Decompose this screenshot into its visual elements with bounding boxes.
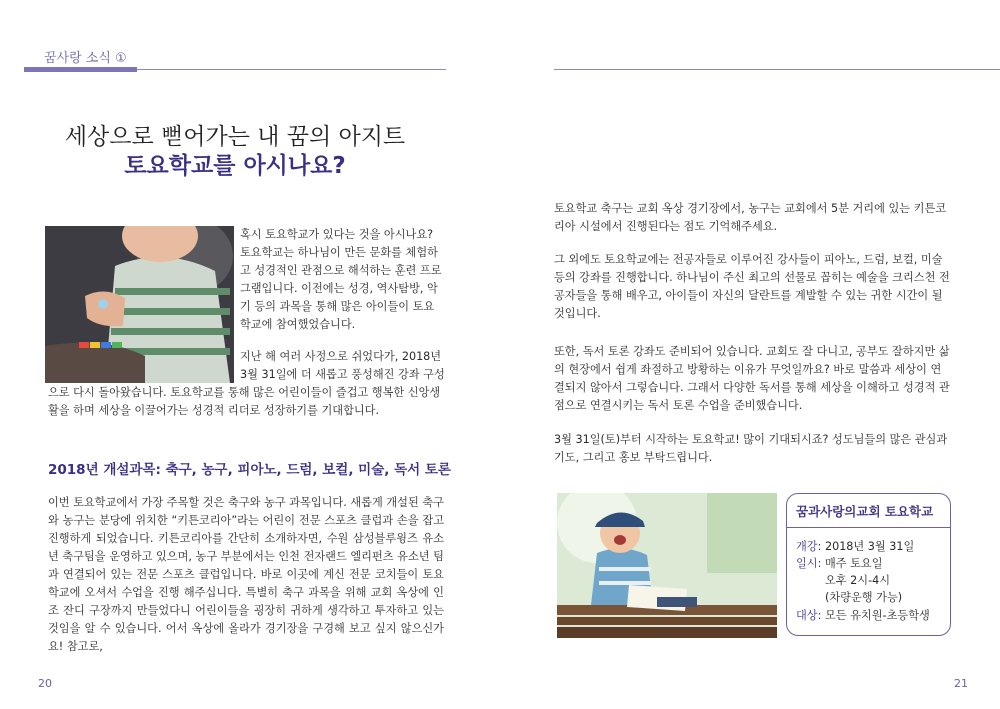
info-opening-label: 개강: <box>796 540 822 553</box>
info-time-value-1: 매주 토요일 <box>824 557 883 570</box>
boy-reading-photo <box>557 493 777 638</box>
info-time-label: 일시: <box>796 557 822 570</box>
info-target-label: 대상: <box>796 609 822 622</box>
history-paragraph-end: 으로 다시 돌아왔습니다. 토요학교를 통해 많은 어린이들이 즐겁고 행복한 신앙생활을 하며 세상을 이끌어가는 성경적 리더로 성장하기를 기대합니다. <box>48 386 441 417</box>
section-label: 꿈사랑 소식 ① <box>44 51 127 66</box>
title-line-1: 세상으로 뻗어가는 내 꿈의 아지트 <box>64 124 406 150</box>
venue-paragraph: 토요학교 축구는 교회 옥상 경기장에서, 농구는 교회에서 5분 거리에 있는 키튼코리아 시설에서 진행된다는 점도 기억해주세요. <box>554 202 947 233</box>
reading-paragraph: 또한, 독서 토론 강좌도 준비되어 있습니다. 교회도 잘 다니고, 공부도 잘하지만 삶의 현장에서 쉽게 좌절하고 방황하는 이유가 무엇일까요? 바로 말씀과 세상이 연결되지 않아서 그렇습니다. 그래서 다양한 독서를 통해 세상을 이해하고 성경적 관점으로 연결시키는 독서 토론 수업을 준비했습니다. <box>554 345 950 412</box>
info-time-value-3: (차량운행 가능) <box>825 591 903 604</box>
closing-paragraph: 3월 31일(토)부터 시작하는 토요학교! 많이 기대되시죠? 성도님들의 많은 관심과 기도, 그리고 홍보 부탁드립니다. <box>554 433 948 464</box>
info-time-value-2: 오후 2시-4시 <box>825 574 891 587</box>
info-target-row <box>796 607 930 624</box>
child-playing-photo <box>45 226 234 383</box>
courses-subheading: 2018년 개설과목: 축구, 농구, 피아노, 드럼, 보컬, 미술, 독서 토론 <box>48 462 451 478</box>
info-box-divider <box>786 527 951 528</box>
page-number-right: 21 <box>954 677 968 690</box>
sports-paragraph: 이번 토요학교에서 가장 주목할 것은 축구와 농구 과목입니다. 새롭게 개설된 축구와 농구는 분당에 위치한 “키튼코리아”라는 어린이 전문 스포츠 클럽과 손을 잡고 진행하게 되었습니다. 키튼코리아를 간단히 소개하자면, 수원 삼성블루윙즈 유소년 축구팀을 운영하고 있으며, 농구 부분에서는 인천 전자랜드 엘리펀츠 유소년 팀과 연결되어 있는 전문 스포츠 클럽입니다. 바로 이곳에 계신 전문 코치들이 토요학교에 오셔서 수업을 진행 해주십니다. 특별히 축구 과목을 위해 교회 옥상에 인조 잔디 구장까지 만들었다니 어린이들을 굉장히 귀하게 생각하고 투자하고 있는 것임을 알 수 있습니다. 어서 옥상에 올라가 경기장을 구경해 보고 싶지 않으신가요! 참고로, <box>48 496 444 653</box>
header-rule-accent <box>24 67 137 72</box>
header-rule-right <box>554 69 1000 70</box>
intro-paragraph: 혹시 토요학교가 있다는 것을 아시나요? 토요학교는 하나님이 만든 문화를 체험하고 성경적인 관점으로 해석하는 훈련 프로그램입니다. 이전에는 성경, 역사탐방, 악기 등의 과목을 통해 많은 아이들이 토요학교에 참여했었습니다. <box>240 228 442 331</box>
info-box-title: 꿈과사랑의교회 토요학교 <box>796 504 934 519</box>
info-target-value: 모든 유치원-초등학생 <box>824 609 930 622</box>
info-opening-value: 2018년 3월 31일 <box>824 540 915 553</box>
history-paragraph-start: 지난 해 여러 사정으로 쉬었다가, 2018년 3월 31일에 더 새롭고 풍성해진 강좌 구성 <box>240 350 445 381</box>
title-line-2: 토요학교를 아시나요? <box>124 153 346 179</box>
info-opening-row <box>796 538 914 555</box>
page-number-left: 20 <box>38 677 52 690</box>
arts-paragraph: 그 외에도 토요학교에는 전공자들로 이루어진 강사들이 피아노, 드럼, 보컬, 미술 등의 강좌를 진행합니다. 하나님이 주신 최고의 선물로 꼽히는 예술을 크리스천 전공자들을 통해 배우고, 아이들이 자신의 달란트를 계발할 수 있는 귀한 시간이 될 것입니다. <box>554 253 950 320</box>
info-time-row <box>796 555 883 572</box>
